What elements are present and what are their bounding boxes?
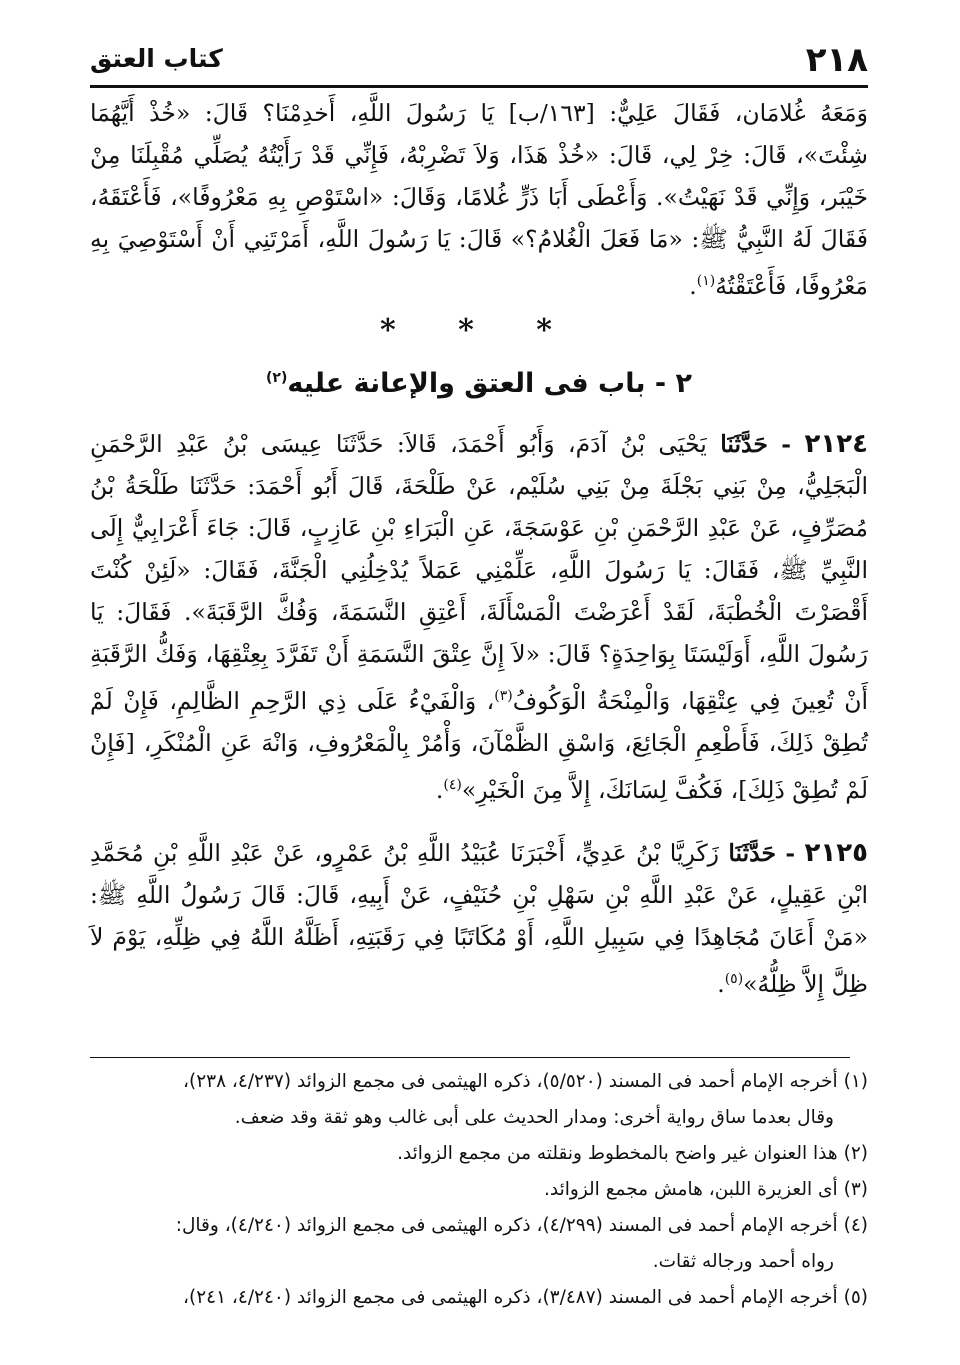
footnotes bbox=[90, 1064, 868, 1316]
narration-opening: حَدَّثَنَا bbox=[728, 839, 777, 868]
footnote-4: (٤)أخرجه الإمام أحمد فى المسند (٤/٢٩٩)، ذكره الهيثمى فى مجمع الزوائد (٤/٢٤٠)، وقال: رواه أحمد ورجاله ثقات. bbox=[175, 1215, 868, 1272]
footnote-ref: (٢) bbox=[266, 369, 288, 386]
paragraph-continuation: وَمَعَهُ غُلامَان، فَقَالَ عَلِيٌّ: [١٦٣/ب] يَا رَسُولَ اللَّهِ، أَخدِمْنَا؟ قَالَ: «خُذْ أَيَّهُمَا شِئْتَ»، قَالَ: خِرْ لِي، قَالَ: «خُذْ هَذَا، وَلاَ تَضْرِبْهُ، فَإِنِّي قَدْ رَأَيْتُهُ يُصَلِّي مُقْبِلَنَا مِنْ خَيْبَر، وَإِنِّي قَدْ نَهَيْتُ». وَأَعْطَى أَبَا ذَرٍّ غُلامًا، وَقَالَ: «اسْتَوْصِ بِهِ مَعْرُوفًا»، فَأَعْتَقَهُ، فَقَالَ لَهُ النَّبِيُّ ﷺ: «مَا فَعَلَ الْغُلامُ؟» قَالَ: يَا رَسُولَ اللَّهِ، أَمَرْتَنِي أَنْ أَسْتَوْصِيَ بِهِ مَعْرُوفًا، فَأَعْتَقْتُهُ$^{(١)}$. bbox=[90, 99, 868, 300]
section-separator: * * * bbox=[380, 312, 578, 348]
hadith-2124: ٢١٢٤ - حَدَّثَنَا يَحْيَى بْنُ آدَمَ، وَأَبُو أَحْمَدَ، قَالاَ: حَدَّثَنَا عِيسَى بْنُ عَبْدِ الرَّحْمَنِ الْبَجَلِيُّ، مِنْ بَنِي بَجْلَةَ مِنْ بَنِي سُلَيْم، عَنْ طَلْحَةَ، قَالَ أَبُو أَحْمَدَ: حَدَّثَنَا طَلْحَةُ بْنُ مُصَرِّفٍ، عَنْ عَبْدِ الرَّحْمَنِ بْنِ عَوْسَجَةَ، عَنِ الْبَرَاءِ بْنِ عَازِبٍ، قَالَ: جَاءَ أَعْرَابِيٌّ إِلَى النَّبِيِّ ﷺ، فَقَالَ: يَا رَسُولَ اللَّهِ، عَلِّمْنِي عَمَلاً يُدْخِلُنِي الْجَنَّةَ، فَقَالَ: «لَئِنْ كُنْتَ أَقْصَرْتَ الْخُطْبَةَ، لَقَدْ أَعْرَضْتَ الْمَسْأَلَةَ، أَعْتِقِ النَّسَمَةَ، وَفُكَّ الرَّقَبَةَ». فَقَالَ: يَا رَسُولَ اللَّهِ، أَوَلَيْسَتَا بِوَاحِدَةٍ؟ قَالَ: «لاَ إِنَّ عِتْقَ النَّسَمَةِ أَنْ تَفَرَّدَ بِعِتْقِهَا، وَفَكُّ الرَّقَبَةِ أَنْ تُعِينَ فِي عِتْقِهَا، وَالْمِنْحَةُ الْوَكُوفُ$^{(٣)}$، وَالْفَيْءُ عَلَى ذِي الرَّحِمِ الظَّالِمِ، فَإِنْ لَمْ تُطِقْ ذَلِكَ، فَأَطْعِمِ الْجَائِعَ، وَاسْقِ الظَّمْآنَ، وَأْمُرْ بِالْمَعْرُوفِ، وَانْهَ عَنِ الْمُنْكَرِ، [فَإِنْ لَمْ تُطِقْ ذَلِكَ]، فَكُفَّ لِسَانَكَ، إِلاَّ مِنَ الْخَيْرِ»$^{(٤)}$. bbox=[90, 428, 868, 804]
footnote-3: (٣)أى العزيرة اللبن، هامش مجمع الزوائد. bbox=[544, 1179, 868, 1200]
footnote-divider bbox=[90, 1057, 850, 1058]
book-title: كتاب العتق bbox=[90, 44, 223, 73]
footnote-ref: (١) bbox=[696, 273, 716, 289]
hadith-2125: ٢١٢٥ - حَدَّثَنَا زَكَرِيَّا بْنُ عَدِيٍّ، أَخْبَرَنَا عُبَيْدُ اللَّهِ بْنُ عَمْرٍو، عَنْ عَبْدِ اللَّهِ بْنِ مُحَمَّدِ ابْنِ عَقِيلٍ، عَنْ عَبْدِ اللَّهِ بْنِ سَهْلِ بْنِ حُنَيْفٍ، عَنْ أَبِيهِ، قَالَ: قَالَ رَسُولُ اللَّهِ ﷺ: «مَنْ أَعَانَ مُجَاهِدًا فِي سَبِيلِ اللَّهِ، أَوْ مُكَاتَبًا فِي رَقَبَتِهِ، أَظَلَّهُ اللَّهُ فِي ظِلِّهِ، يَوْمَ لاَ ظِلَّ إِلاَّ ظِلُّهُ»$^{(٥)}$. bbox=[90, 838, 868, 999]
footnote-1: (١)أخرجه الإمام أحمد فى المسند (٥/٥٢٠)، ذكره الهيثمى فى مجمع الزوائد (٤/٢٣٧، ٢٣٨)، وقال بعدما ساق رواية أخرى: ومدار الحديث على أبى غالب وهو ثقة وقد ضعف. bbox=[183, 1071, 868, 1128]
hadith-number: ٢١٢٥ bbox=[804, 838, 868, 869]
footnote-5: (٥)أخرجه الإمام أحمد فى المسند (٣/٤٨٧)، ذكره الهيثمى فى مجمع الزوائد (٤/٢٤٠، ٢٤١)، bbox=[183, 1287, 868, 1308]
footnote-ref: (٤) bbox=[443, 776, 462, 793]
chapter-heading: ٢ - باب فى العتق والإعانة عليه$^{(٢)}$ bbox=[266, 367, 692, 399]
header-divider bbox=[90, 85, 868, 88]
hadith-number: ٢١٢٤ bbox=[804, 428, 868, 459]
footnote-ref: (٣) bbox=[494, 687, 513, 704]
footnote-ref: (٥) bbox=[724, 971, 744, 988]
narration-opening: حَدَّثَنَا bbox=[720, 429, 768, 458]
page-header bbox=[90, 40, 868, 84]
main-text bbox=[90, 92, 868, 1027]
footnote-2: (٢)هذا العنوان غير واضح بالمخطوط ونقلته من مجمع الزوائد. bbox=[397, 1143, 868, 1164]
page-number: ٢١٨ bbox=[805, 40, 868, 80]
